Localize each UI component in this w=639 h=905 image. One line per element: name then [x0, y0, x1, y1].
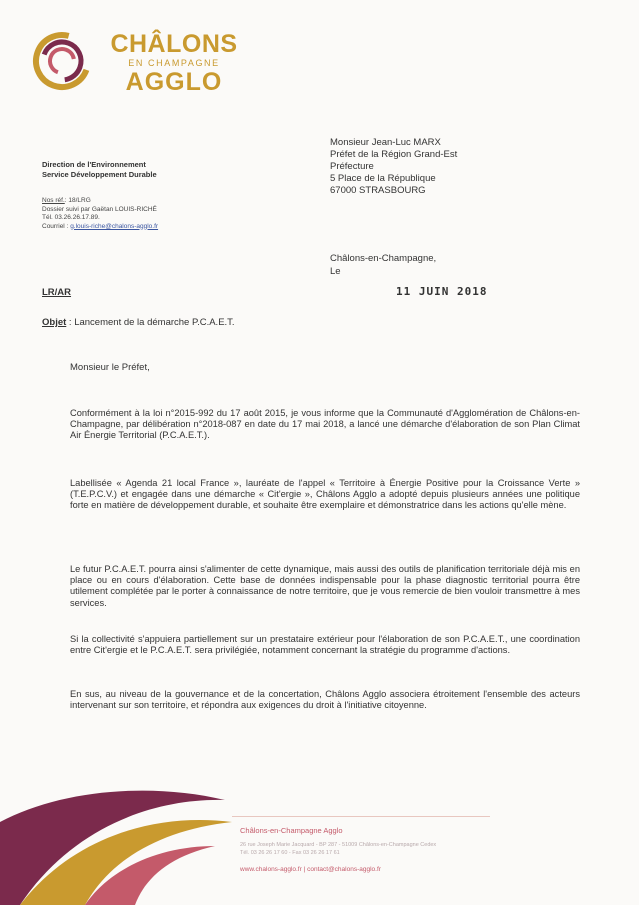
ref-value: : 18/LRG: [64, 197, 91, 204]
courriel-line: [42, 223, 158, 232]
recipient-line: Préfet de la Région Grand-Est: [330, 149, 458, 160]
footer-phone: Tél. 03 26 26 17 60 - Fax 03 26 26 17 61: [240, 850, 340, 856]
subject-text: : Lancement de la démarche P.C.A.E.T.: [66, 317, 235, 328]
dossier-line: Dossier suivi par Gaëtan LOUIS-RICHÉ: [42, 205, 157, 213]
footer-links: [240, 866, 381, 873]
date-stamp: 11 JUIN 2018: [396, 285, 488, 298]
footer-website-link[interactable]: www.chalons-agglo.fr: [240, 866, 302, 873]
logo-line-3: AGGLO: [125, 68, 223, 96]
logo-rings-icon: [32, 28, 112, 98]
place-block: [330, 252, 436, 278]
logo-line-2: EN CHAMPAGNE: [128, 58, 220, 68]
footer-address: 26 rue Joseph Marie Jacquard - BP 287 - 51009 Châlons-en-Champagne Cedex: [240, 842, 437, 848]
sender-service: Service Développement Durable: [42, 170, 157, 179]
recipient-line: 67000 STRASBOURG: [330, 185, 426, 196]
logo-line-1: CHÂLONS: [110, 30, 238, 58]
chalons-agglo-logo: [32, 28, 242, 98]
footer-divider: [232, 816, 490, 817]
footer-separator: |: [303, 866, 306, 873]
reference-line: [42, 197, 158, 206]
courriel-link[interactable]: g.louis-riche@chalons-agglo.fr: [70, 222, 159, 230]
footer-email-link[interactable]: contact@chalons-agglo.fr: [307, 866, 381, 873]
sender-department: [42, 160, 157, 180]
body-paragraph: Conformément à la loi n°2015-992 du 17 août 2015, je vous informe que la Communauté d'Agglomération de Châlons-en-Champagne, par délibération n°2018-087 en date du 17 mai 2018, a lancé une démarche d'élaboration de son Plan Climat Air Énergie Territorial (P.C.A.E.T.).: [70, 408, 580, 441]
place-city: Châlons-en-Champagne,: [330, 253, 437, 264]
recipient-line: Monsieur Jean-Luc MARX: [330, 137, 441, 148]
body-paragraph: En sus, au niveau de la gouvernance et de la concertation, Châlons Agglo associera étroitement l'ensemble des acteurs intervenant sur son territoire, et répondra aux exigences du droit à l'initiative citoyenne.: [70, 689, 580, 711]
sender-direction: Direction de l'Environnement: [42, 160, 146, 169]
place-le: Le: [330, 266, 341, 277]
recipient-line: Préfecture: [330, 161, 374, 172]
lrar-mention: LR/AR: [42, 287, 72, 298]
ref-label: Nos réf.: [42, 197, 65, 204]
body-paragraph: Labellisée « Agenda 21 local France », lauréate de l'appel « Territoire à Énergie Positive pour la Croissance Verte » (T.E.P.C.V.) et engagée dans une démarche « Cit'ergie », Châlons Agglo a adopté depuis plusieurs années une politique forte en matière de développement durable, et souhaite être exemplaire et démonstratrice dans les actions qu'elle mène.: [70, 478, 580, 511]
subject-line: [42, 317, 235, 328]
footer-address-block: [240, 841, 436, 857]
recipient-address: [330, 137, 457, 197]
courriel-label: Courriel :: [42, 222, 69, 230]
body-paragraph: Le futur P.C.A.E.T. pourra ainsi s'alimenter de cette dynamique, mais aussi des outils de planification territoriale déjà mis en place ou en cours d'élaboration. Cette base de données indispensable pour la phase diagnostic territorial pourra être utilement complétée par le porter à connaissance de notre territoire, que je vous remercie de bien vouloir transmettre à mes services.: [70, 564, 580, 608]
recipient-line: 5 Place de la République: [330, 173, 436, 184]
body-paragraph: Si la collectivité s'appuiera partiellement sur un prestataire extérieur pour l'élaboration de son P.C.A.E.T., une coordination entre Cit'ergie et le P.C.A.E.T. sera privilégiée, notamment concernant la stratégie du programme d'actions.: [70, 634, 580, 656]
footer-organization: Châlons-en-Champagne Agglo: [240, 826, 343, 835]
sender-references: [42, 197, 158, 231]
salutation: Monsieur le Préfet,: [70, 362, 150, 373]
subject-label: Objet: [42, 317, 67, 328]
tel-line: Tél. 03.26.26.17.89.: [42, 214, 100, 221]
logo-wordmark: [104, 30, 244, 96]
